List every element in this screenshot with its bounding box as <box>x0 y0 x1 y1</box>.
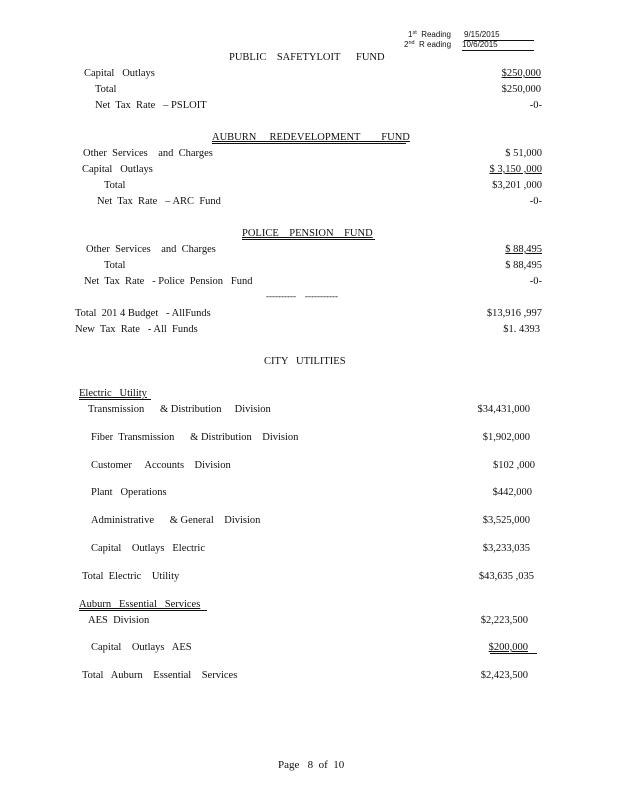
arc-title-underline <box>212 143 406 144</box>
fiber-transmission-label: Fiber Transmission & Distribution Division <box>91 432 299 443</box>
aes-heading: Auburn Essential Services <box>79 599 201 610</box>
total-aes-label: Total Auburn Essential Services <box>82 670 238 681</box>
aes-heading-underline <box>79 610 207 611</box>
capital-outlays-electric-label: Capital Outlays Electric <box>91 543 206 554</box>
arc-fund-title: AUBURN REDEVELOPMENT FUND <box>212 132 410 143</box>
electric-utility-heading: Electric Utility <box>79 388 147 399</box>
administrative-general-value: $3,525,000 <box>482 515 530 526</box>
city-utilities-title: CITY UTILITIES <box>264 356 346 367</box>
second-reading-label: 2nd R eading <box>404 40 452 49</box>
arc-other-services-value: $ 51,000 <box>505 148 542 159</box>
police-net-tax-rate-value: -0- <box>529 276 542 287</box>
customer-accounts-label: Customer Accounts Division <box>91 460 231 471</box>
police-total-value: $ 88,495 <box>505 260 542 271</box>
plant-operations-label: Plant Operations <box>91 487 167 498</box>
arc-net-tax-rate-label: Net Tax Rate – ARC Fund <box>97 196 221 207</box>
aes-division-value: $2,223,500 <box>480 615 528 626</box>
new-tax-rate-label: New Tax Rate - All Funds <box>75 324 198 335</box>
new-tax-rate-value: $1. 4393 <box>503 324 540 335</box>
arc-total-value: $3,201 ,000 <box>492 180 542 191</box>
capital-outlays-electric-value: $3,233,035 <box>482 543 530 554</box>
total-aes-value: $2,423,500 <box>480 670 528 681</box>
arc-net-tax-rate-value: -0- <box>529 196 542 207</box>
administrative-general-label: Administrative & General Division <box>91 515 261 526</box>
first-reading-date: 9/15/2015 <box>464 30 534 41</box>
dash-separator: ---------- ----------- <box>266 291 338 301</box>
arc-capital-outlays-value: $ 3,150 ,000 <box>489 164 542 175</box>
psloit-capital-outlays-value: $250,000 <box>501 68 541 79</box>
second-reading-date: 10/6/2015 <box>462 40 534 51</box>
psloit-total-value: $250,000 <box>501 84 541 95</box>
police-pension-fund-title: POLICE PENSION FUND <box>242 228 373 239</box>
electric-heading-underline <box>79 399 151 400</box>
arc-capital-outlays-label: Capital Outlays <box>82 164 153 175</box>
total-electric-utility-value: $43,635 ,035 <box>478 571 534 582</box>
police-other-services-value: $ 88,495 <box>505 244 542 255</box>
customer-accounts-value: $102 ,000 <box>493 460 535 471</box>
fiber-transmission-value: $1,902,000 <box>482 432 530 443</box>
police-net-tax-rate-label: Net Tax Rate - Police Pension Fund <box>84 276 253 287</box>
psloit-total-label: Total <box>95 84 117 95</box>
total-budget-value: $13,916 ,997 <box>486 308 542 319</box>
page-number: Page 8 of 10 <box>278 759 345 771</box>
police-title-underline <box>242 239 375 240</box>
psloit-fund-title: PUBLIC SAFETYLOIT FUND <box>229 52 385 63</box>
capital-outlays-aes-label: Capital Outlays AES <box>91 642 192 653</box>
police-other-services-label: Other Services and Charges <box>86 244 216 255</box>
transmission-distribution-value: $34,431,000 <box>477 404 530 415</box>
psloit-capital-outlays-label: Capital Outlays <box>84 68 155 79</box>
capital-outlays-aes-underline <box>490 653 537 654</box>
total-budget-label: Total 201 4 Budget - AllFunds <box>75 308 211 319</box>
total-electric-utility-label: Total Electric Utility <box>82 571 180 582</box>
plant-operations-value: $442,000 <box>492 487 532 498</box>
psloit-net-tax-rate-value: -0- <box>529 100 542 111</box>
capital-outlays-aes-value: $200,000 <box>488 642 528 653</box>
aes-division-label: AES Division <box>88 615 150 626</box>
first-reading-label: 1st Reading <box>408 30 451 39</box>
arc-total-label: Total <box>104 180 126 191</box>
transmission-distribution-label: Transmission & Distribution Division <box>88 404 271 415</box>
police-total-label: Total <box>104 260 126 271</box>
arc-other-services-label: Other Services and Charges <box>83 148 213 159</box>
psloit-net-tax-rate-label: Net Tax Rate – PSLOIT <box>95 100 207 111</box>
